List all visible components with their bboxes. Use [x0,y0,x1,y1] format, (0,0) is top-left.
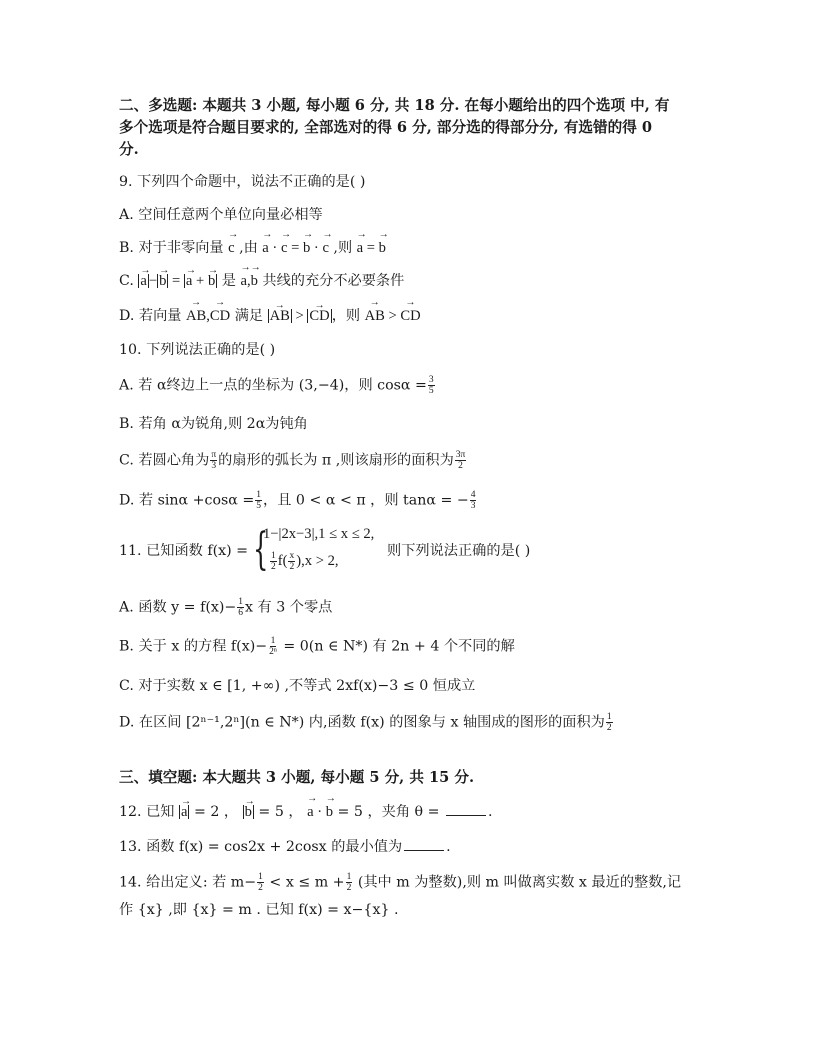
section2-line1: 二、多选题: 本题共 3 小题, 每小题 6 分, 共 18 分. 在每小题给出的四个选项 中, 有 [119,97,670,114]
q11-option-b: B. 关于 x 的方程 f(x)− $\frac{1}{\text{2ⁿ}}$ = 0(n ∈ N*) 有 2n + 4 个不同的解 [119,636,515,657]
q10-option-d: D. 若 sinα +cosα = $\frac{1}{5}$ ，且 0 < α < π ，则 tanα = − $\frac{4}{3}$ [119,490,476,511]
q14-line1: 14. 给出定义: 若 m− $\frac{1}{2}$ < x ≤ m + $\frac{1}{2}$ (其中 m 为整数),则 m 叫做离实数 x 最近的整数,记 [119,872,682,893]
q11-option-c: C. 对于实数 x ∈ [1, +∞) ,不等式 2xf(x)−3 ≤ 0 恒成立 [119,678,476,694]
q11-option-a: A. 函数 y = f(x)− $\frac{1}{6}$ x 有 3 个零点 [119,597,333,618]
q11-case2: $\frac{1}{2}$ f( $\frac{x}{2}$ ),x > 2, [271,551,339,572]
left-brace: { [253,524,269,575]
q11-stem: 11. 已知函数 f(x) = { 1−|2x−3|,1 ≤ x ≤ 2, $\frac{1}{2}$ f( $\frac{x}{2}$ ),x > 2, 则下列说法正确的是( ) [119,524,531,575]
q12: 12. 已知 → a = 2 ， → b = 5 ， → a · → b = 5 ，夹角 θ = . [119,802,699,822]
q9-stem: 9. 下列四个命题中，说法不正确的是( ) [119,174,366,190]
q10-stem: 10. 下列说法正确的是( ) [119,342,276,358]
q10-option-c: C. 若圆心角为 $\frac{\pi}{3}$ 的扇形的弧长为 π ,则该扇形的面积为 $\frac{3\pi}{2}$ [119,450,466,471]
q9-option-b: B. 对于非零向量 → c ,由 → a · → c = → b · → c ,则 → a = → b [119,238,699,258]
q11-option-d: D. 在区间 [2ⁿ⁻¹,2ⁿ](n ∈ N*) 内,函数 f(x) 的图象与 x 轴围成的图形的面积为 $\frac{1}{2}$ [119,712,612,733]
q13: 13. 函数 f(x) = cos2x + 2cosx 的最小值为 . [119,839,451,855]
answer-blank[interactable] [446,803,486,816]
q9-option-d: D. 若向量 → AB,→ CD 满足 → AB > → CD ，则 → AB > → CD [119,306,699,326]
q9-option-c: C. → a −→ b = → a + → b 是 → a,→ b 共线的充分不必要条件 [119,271,699,291]
section3-title: 三、填空题: 本大题共 3 小题, 每小题 5 分, 共 15 分. [119,769,475,786]
q9-option-a: A. 空间任意两个单位向量必相等 [119,207,323,223]
section2-line3: 分. [119,141,139,158]
section2-line2: 多个选项是符合题目要求的, 全部选对的得 6 分, 部分选的得部分分, 有选错的得 0 [119,119,653,136]
answer-blank[interactable] [404,838,444,851]
q14-line2: 作 {x} ,即 {x} = m . 已知 f(x) = x−{x} . [119,902,399,918]
q10-option-b: B. 若角 α为锐角,则 2α为钝角 [119,416,308,432]
q10-option-a: A. 若 α终边上一点的坐标为 (3,−4)，则 cosα = $\frac{3}{5}$ [119,375,434,396]
q11-case1: 1−|2x−3|,1 ≤ x ≤ 2, [263,526,375,542]
